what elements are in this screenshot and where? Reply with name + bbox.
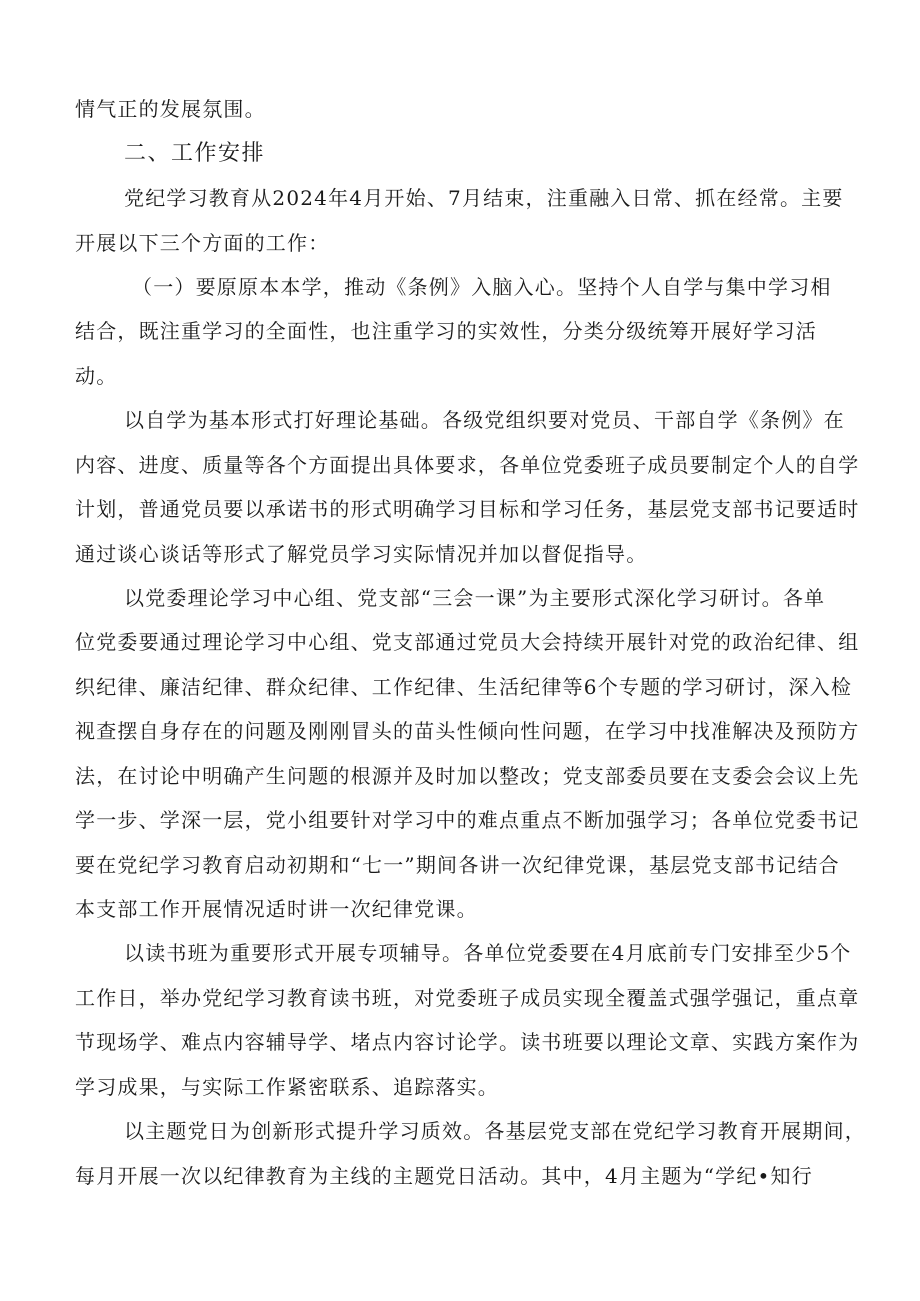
text-line-10: 计划，普通党员要以承诺书的形式明确学习目标和学习任务，基层党支部书记要适时 [75,497,860,521]
text-line-23: 学习成果，与实际工作紧密联系、追踪落实。 [75,1075,499,1099]
text-line-20: 以读书班为重要形式开展专项辅导。各单位党委要在4月底前专门安排至少5个 [124,941,852,965]
text-line-16: 法，在讨论中明确产生问题的根源并及时加以整改；党支部委员要在支委会会议上先 [75,764,860,788]
text-line-4: 开展以下三个方面的工作： [75,231,330,255]
text-line-25: 每月开展一次以纪律教育为主线的主题党日活动。其中，4月主题为“学纪•知行 [75,1164,813,1188]
text-line-1: 情气正的发展氛围。 [75,97,266,121]
text-line-21: 工作日，举办党纪学习教育读书班，对党委班子成员实现全覆盖式强学强记，重点章 [75,986,860,1010]
text-line-14: 织纪律、廉洁纪律、群众纪律、工作纪律、生活纪律等6个专题的学习研讨，深入检 [75,675,853,699]
text-line-8: 以自学为基本形式打好理论基础。各级党组织要对党员、干部自学《条例》在 [124,408,845,432]
text-line-11: 通过谈心谈话等形式了解党员学习实际情况并加以督促指导。 [75,542,648,566]
text-line-24: 以主题党日为创新形式提升学习质效。各基层党支部在党纪学习教育开展期间， [124,1119,866,1143]
text-line-17: 学一步、学深一层，党小组要针对学习中的难点重点不断加强学习；各单位党委书记 [75,808,860,832]
text-line-9: 内容、进度、质量等各个方面提出具体要求，各单位党委班子成员要制定个人的自学 [75,453,860,477]
text-line-12: 以党委理论学习中心组、党支部“三会一课”为主要形式深化学习研讨。各单 [124,586,826,610]
text-line-3: 党纪学习教育从2024年4月开始、7月结束，注重融入日常、抓在经常。主要 [124,186,844,210]
section-heading: 二、工作安排 [124,141,266,166]
text-line-13: 位党委要通过理论学习中心组、党支部通过党员大会持续开展针对党的政治纪律、组 [75,630,860,654]
text-line-7: 动。 [75,364,118,388]
text-line-6: 结合，既注重学习的全面性，也注重学习的实效性，分类分级统筹开展好学习活 [75,319,817,343]
text-line-22: 节现场学、难点内容辅导学、堵点内容讨论学。读书班要以理论文章、实践方案作为 [75,1030,860,1054]
text-line-19: 本支部工作开展情况适时讲一次纪律党课。 [75,897,478,921]
text-line-15: 视查摆自身存在的问题及刚刚冒头的苗头性倾向性问题，在学习中找准解决及预防方 [75,719,860,743]
text-line-5: （一）要原原本本学，推动《条例》入脑入心。坚持个人自学与集中学习相 [132,275,832,299]
text-line-18: 要在党纪学习教育启动初期和“七一”期间各讲一次纪律党课，基层党支部书记结合 [75,853,840,877]
